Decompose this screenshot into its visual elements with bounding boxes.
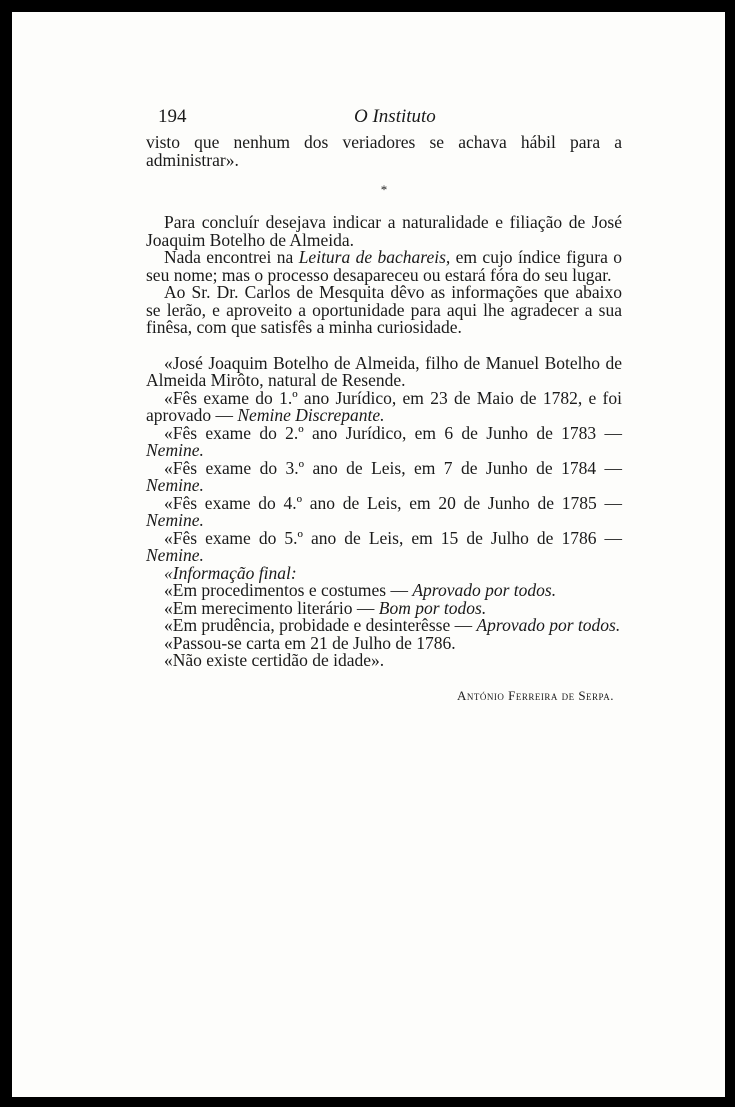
- running-title: O Instituto: [354, 106, 436, 127]
- text-run: «Em procedimentos e costumes —: [164, 580, 413, 600]
- text-run: «Em merecimento literário —: [164, 597, 379, 618]
- italic-run: Nemine.: [146, 545, 204, 565]
- italic-run: Aprovado por todos.: [476, 615, 621, 635]
- quote-line: «Não existe certidão de idade».: [164, 650, 385, 670]
- paragraph-continuation: visto que nenhum dos veriadores se achava hábil para a administrar».: [146, 132, 622, 170]
- italic-run: Nemine.: [146, 510, 204, 530]
- text-run: «Fês exame do 4.º ano de Leis, em 20 de Junho de 1785 —: [164, 492, 622, 513]
- quote-line: [146, 457, 622, 495]
- text-run: Nada encontrei na: [164, 247, 299, 267]
- italic-run: Nemine Discrepante.: [237, 405, 385, 425]
- page-body: [146, 134, 622, 704]
- quote-line: «Informação final:: [164, 562, 297, 583]
- quote-line: [146, 422, 622, 460]
- page-number: 194: [158, 106, 187, 127]
- author-signature: António Ferreira de Serpa.: [456, 687, 614, 703]
- quote-line: [146, 617, 622, 635]
- italic-run: Aprovado por todos.: [412, 580, 557, 600]
- italic-run: Nemine.: [146, 475, 204, 495]
- quote-line: «Passou-se carta em 21 de Julho de 1786.: [164, 632, 456, 653]
- paragraph-acknowledgement: Ao Sr. Dr. Carlos de Mesquita dêvo as informações que abaixo se lerão, e aproveito a oportunidade para aqui lhe agradecer a sua finêsa, com que satisfês a minha curiosidade.: [146, 282, 622, 337]
- text-run: «Em prudência, probidade e desinterêsse —: [164, 615, 477, 635]
- section-separator: *: [380, 182, 388, 197]
- text-run: em cujo índice figura o seu nome; mas o processo desapareceu ou estará fóra do seu lugar.: [146, 247, 623, 285]
- quote-line: [146, 492, 622, 530]
- paragraph-filiation: Para concluír desejava indicar a naturalidade e filiação de José Joaquim Botelho de Almeida.: [146, 212, 622, 250]
- quote-line: [146, 527, 622, 565]
- quote-line: [146, 387, 622, 425]
- italic-run: Bom por todos.: [378, 597, 487, 618]
- italic-run: Nemine.: [146, 440, 204, 460]
- spacer: [146, 337, 622, 355]
- text-run: «Fês exame do 2.º ano Jurídico, em 6 de Junho de 1783 —: [164, 422, 622, 443]
- text-run: «Fês exame do 5.º ano de Leis, em 15 de Julho de 1786 —: [164, 527, 622, 548]
- italic-title: Leitura de bachareis,: [298, 247, 451, 267]
- paragraph-leitura: [146, 249, 622, 284]
- quote-line: «José Joaquim Botelho de Almeida, filho de Manuel Botelho de Almeida Mirôto, natural de Resende.: [146, 352, 622, 390]
- text-run: «Fês exame do 1.º ano Jurídico, em 23 de Maio de 1782, e foi aprovado —: [146, 387, 622, 425]
- text-run: «Fês exame do 3.º ano de Leis, em 7 de Junho de 1784 —: [164, 457, 622, 478]
